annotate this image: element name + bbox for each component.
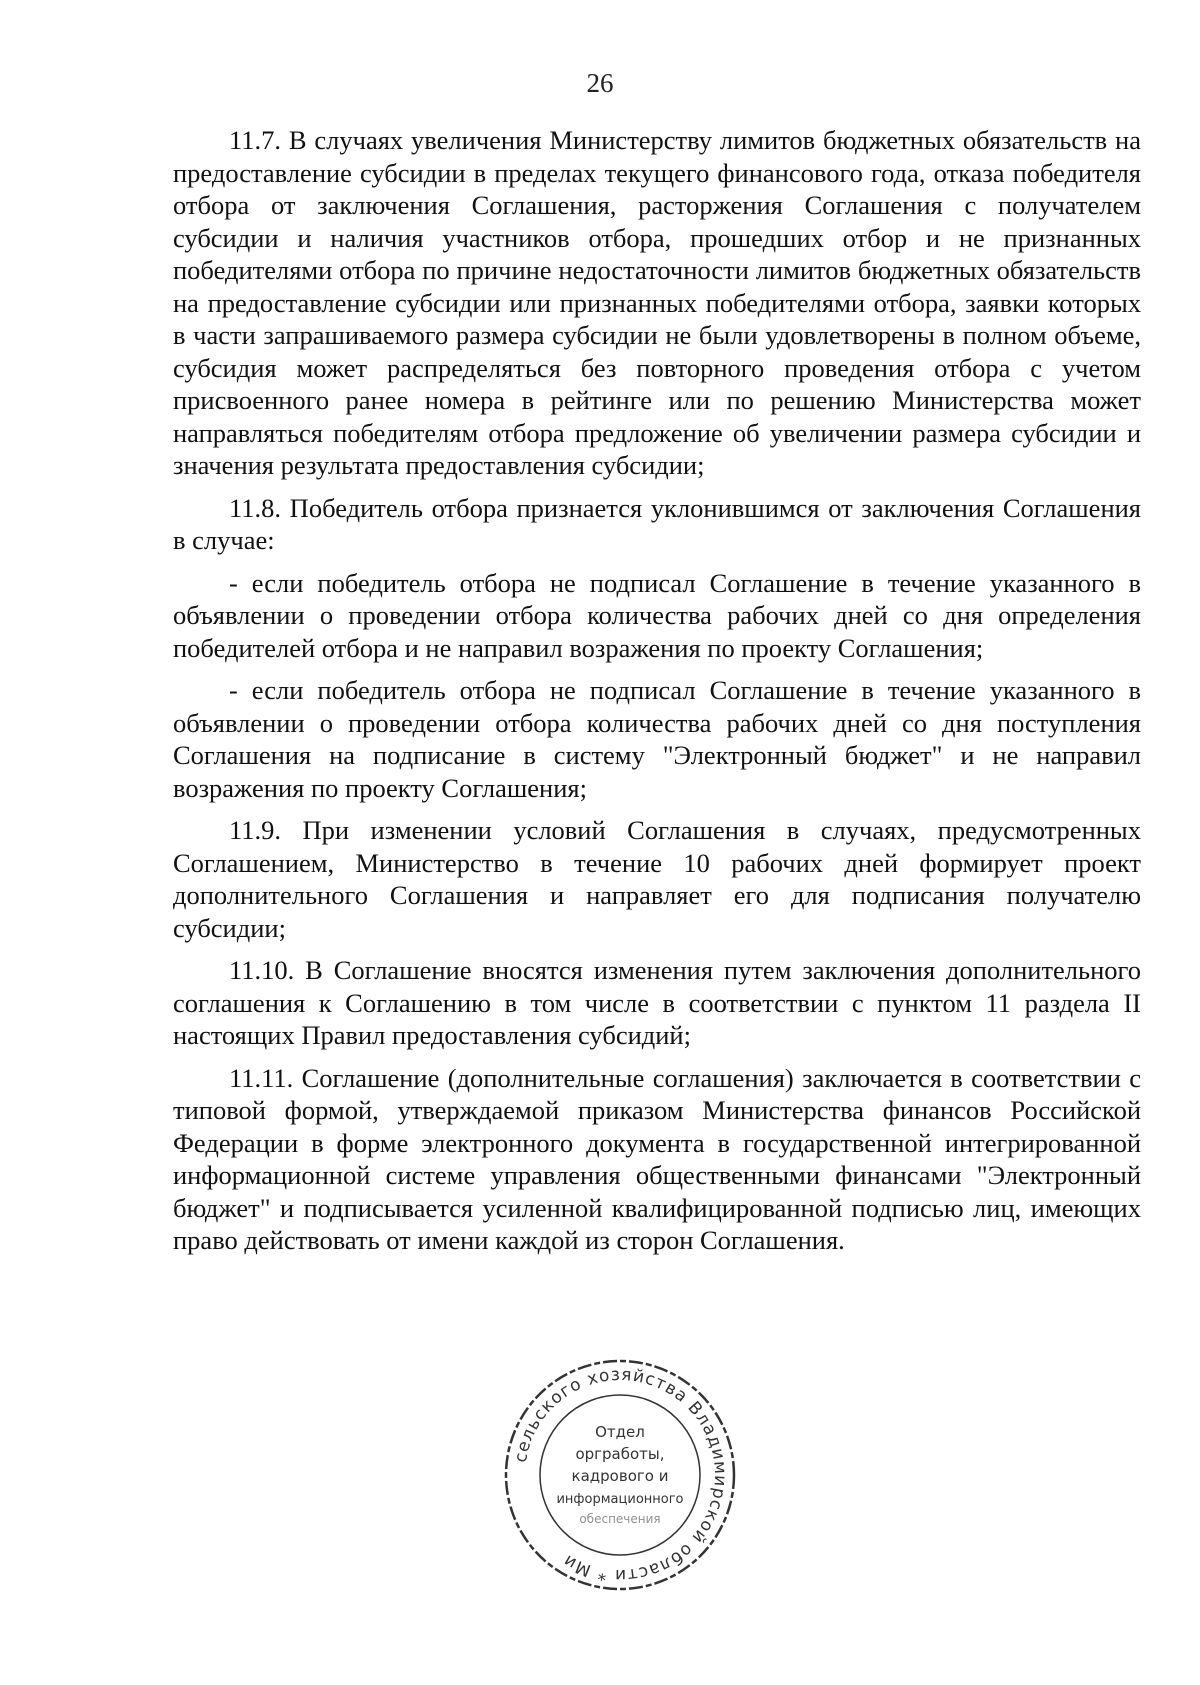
stamp-ring-text: сельского хозяйства Владимирской области * Ми [510, 1364, 731, 1586]
paragraph-11-8: 11.8. Победитель отбора признается уклонившимся от заключения Соглашения в случае: [173, 492, 1141, 555]
paragraph-11-11: 11.11. Соглашение (дополнительные соглашения) заключается в соответствии с типовой формой, утверждаемой приказом Министерства финансов Российской Федерации в форме электронного документа в государственной интегрированной информационной системе управления общественными финансами "Электронный бюджет" и подписывается усиленной квалифицированной подписью лиц, имеющих право действовать от имени каждой из сторон Соглашения. [173, 1062, 1141, 1255]
stamp-line: информационного [556, 1492, 684, 1507]
paragraph-11-8-item-2: - если победитель отбора не подписал Соглашение в течение указанного в объявлении о проведении отбора количества рабочих дней со дня поступления Соглашения на подписание в систему "Электронный бюджет" и не направил возражения по проекту Соглашения; [173, 675, 1141, 803]
paragraph-11-8-item-1: - если победитель отбора не подписал Соглашение в течение указанного в объявлении о проведении отбора количества рабочих дней со дня определения победителей отбора и не направил возражения по проекту Соглашения; [173, 567, 1141, 663]
paragraph-11-10: 11.10. В Соглашение вносятся изменения путем заключения дополнительного соглашения к Соглашению в том числе в соответствии с пунктом 11 раздела II настоящих Правил предоставления субсидий; [173, 955, 1141, 1050]
stamp-line: обеспечения [579, 1512, 661, 1526]
stamp-line: Отдел [595, 1423, 645, 1441]
document-body [173, 124, 1141, 1267]
page-number: 26 [586, 68, 614, 98]
paragraph-11-9: 11.9. При изменении условий Соглашения в случаях, предусмотренных Соглашением, Министерство в течение 10 рабочих дней формирует проект дополнительного Соглашения и направляет его для подписания получателю субсидии; [173, 815, 1141, 943]
stamp-line: кадрового и [571, 1467, 669, 1485]
stamp-seal-icon [500, 1355, 740, 1595]
stamp-line: оргработы, [575, 1445, 665, 1463]
paragraph-11-7: 11.7. В случаях увеличения Министерству лимитов бюджетных обязательств на предоставление субсидии в пределах текущего финансового года, отказа победителя отбора от заключения Соглашения, расторжения Соглашения с получателем субсидии и наличия участников отбора, прошедших отбор и не признанных победителями отбора по причине недостаточности лимитов бюджетных обязательств на предоставление субсидии или признанных победителями отбора, заявки которых в части запрашиваемого размера субсидии не были удовлетворены в полном объеме, субсидия может распределяться без повторного проведения отбора с учетом присвоенного ранее номера в рейтинге или по решению Министерства может направляться победителям отбора предложение об увеличении размера субсидии и значения результата предоставления субсидии; [173, 125, 1141, 480]
official-stamp [500, 1355, 740, 1595]
